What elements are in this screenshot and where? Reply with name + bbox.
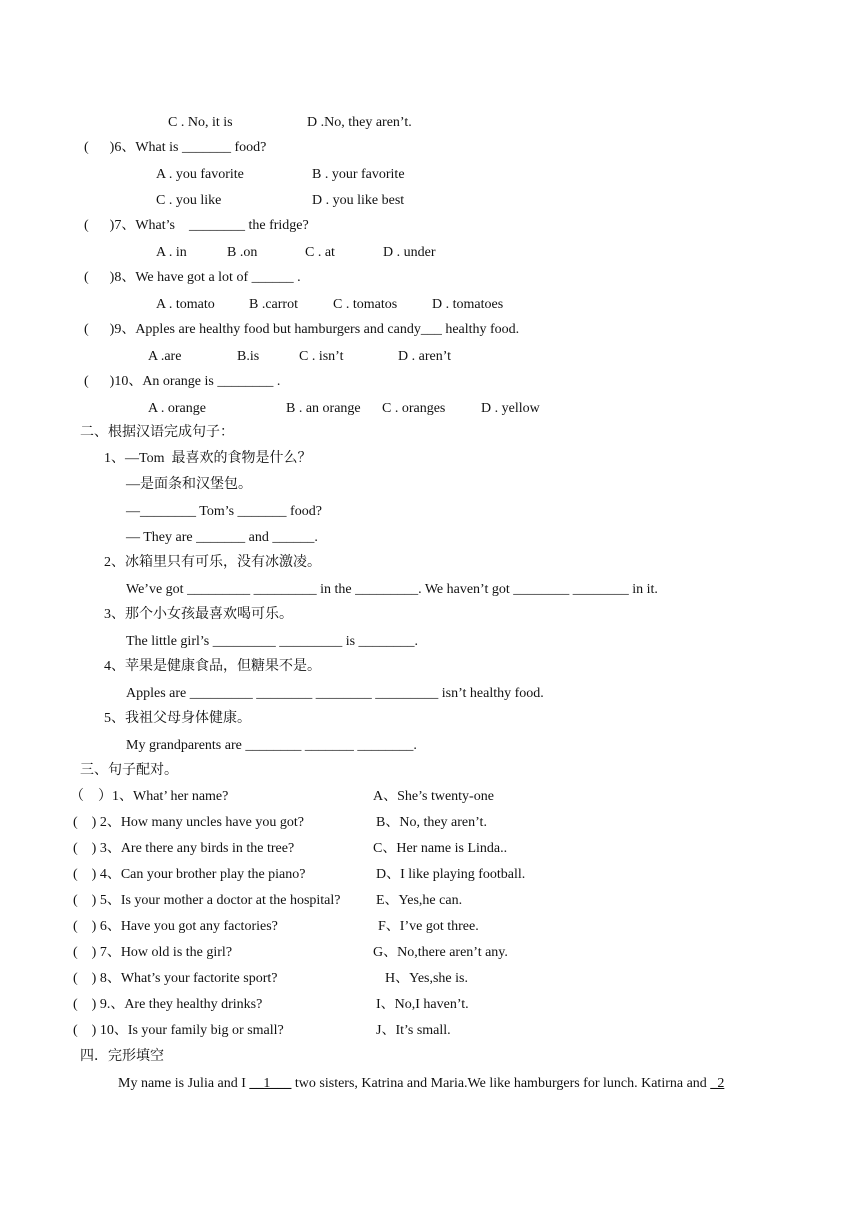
cloze-blank-2: _2 (710, 1076, 725, 1091)
match-question: ( ) 3、Are there any birds in the tree? (73, 841, 295, 856)
match-question: ( ) 6、Have you got any factories? (73, 919, 278, 934)
s2-item-3-chinese: 3、那个小女孩最喜欢喝可乐。 (104, 607, 293, 622)
q8-option-a: A . tomato (156, 297, 215, 312)
cloze-text: My name is Julia and I (118, 1076, 250, 1091)
section-3-heading: 三、句子配对。 (80, 763, 178, 778)
q10-option-c: C . oranges (382, 401, 446, 416)
match-answer: H、Yes,she is. (385, 971, 468, 986)
q7-option-d: D . under (383, 245, 436, 260)
match-question: ( ) 7、How old is the girl? (73, 945, 233, 960)
q10-option-d: D . yellow (481, 401, 540, 416)
match-answer: B、No, they aren’t. (376, 815, 487, 830)
q10-option-a: A . orange (148, 401, 206, 416)
q6-option-b: B . your favorite (312, 167, 405, 182)
s2-item-5-english: My grandparents are ________ _______ ________. (126, 738, 417, 753)
s2-item-5-chinese: 5、我祖父母身体健康。 (104, 711, 251, 726)
question-8: ( )8、We have got a lot of ______ . (84, 270, 301, 285)
q7-option-c: C . at (305, 245, 335, 260)
q6-option-d: D . you like best (312, 193, 405, 208)
q5-option-d: D .No, they aren’t. (307, 115, 412, 130)
q6-option-a: A . you favorite (156, 167, 244, 182)
match-question: ( ) 4、Can your brother play the piano? (73, 867, 306, 882)
cloze-blank-1: __1___ (249, 1076, 292, 1091)
s2-item-4-chinese: 4、苹果是健康食品，但糖果不是。 (104, 659, 321, 674)
question-10: ( )10、An orange is ________ . (84, 374, 281, 389)
s2-item-1-english-q: —________ Tom’s _______ food? (126, 504, 322, 519)
s2-item-1-english-a: — They are _______ and ______. (126, 530, 318, 545)
match-question: ( ) 10、Is your family big or small? (73, 1023, 284, 1038)
s2-item-1-chinese: 1、—Tom 最喜欢的食物是什么？ (104, 451, 312, 466)
q8-option-c: C . tomatos (333, 297, 398, 312)
q7-option-b: B .on (227, 245, 258, 260)
match-answer: G、No,there aren’t any. (373, 945, 508, 960)
question-7: ( )7、What’s ________ the fridge? (84, 218, 309, 233)
cloze-paragraph (118, 1075, 724, 1093)
q10-option-b: B . an orange (286, 401, 361, 416)
match-question: （ ）1、What’ her name? (70, 789, 229, 804)
section-2-heading: 二、根据汉语完成句子： (80, 425, 234, 440)
match-answer: C、Her name is Linda.. (373, 841, 508, 856)
question-9: ( )9、Apples are healthy food but hamburgers and candy___ healthy food. (84, 322, 520, 337)
match-answer: D、I like playing football. (376, 867, 526, 882)
match-answer: F、I’ve got three. (378, 919, 479, 934)
match-answer: E、Yes,he can. (376, 893, 463, 908)
s2-item-4-english: Apples are _________ ________ ________ _________ isn’t healthy food. (126, 686, 544, 701)
match-answer: I、No,I haven’t. (376, 997, 469, 1012)
q5-option-c: C . No, it is (168, 115, 233, 130)
match-answer: J、It’s small. (376, 1023, 451, 1038)
q9-option-c: C . isn’t (299, 349, 344, 364)
q8-option-b: B .carrot (249, 297, 298, 312)
q8-option-d: D . tomatoes (432, 297, 504, 312)
s2-item-3-english: The little girl’s _________ _________ is ________. (126, 634, 419, 649)
s2-item-2-english: We’ve got _________ _________ in the _________. We haven’t got ________ ________ in it. (126, 582, 658, 597)
q6-option-c: C . you like (156, 193, 222, 208)
match-question: ( ) 9.、Are they healthy drinks? (73, 997, 263, 1012)
match-question: ( ) 2、How many uncles have you got? (73, 815, 304, 830)
s2-item-2-chinese: 2、冰箱里只有可乐，没有冰激凌。 (104, 555, 321, 570)
section-4-heading: 四．完形填空 (80, 1049, 164, 1064)
match-question: ( ) 8、What’s your factorite sport? (73, 971, 278, 986)
match-answer: A、She’s twenty-one (373, 789, 494, 804)
q9-option-b: B.is (237, 349, 260, 364)
s2-item-1-chinese-answer: —是面条和汉堡包。 (126, 477, 252, 492)
cloze-text: two sisters, Katrina and Maria.We like hamburgers for lunch. Katirna and (291, 1076, 711, 1091)
question-6: ( )6、What is _______ food? (84, 140, 267, 155)
q7-option-a: A . in (156, 245, 187, 260)
q9-option-a: A .are (148, 349, 182, 364)
match-question: ( ) 5、Is your mother a doctor at the hospital? (73, 893, 341, 908)
q9-option-d: D . aren’t (398, 349, 451, 364)
